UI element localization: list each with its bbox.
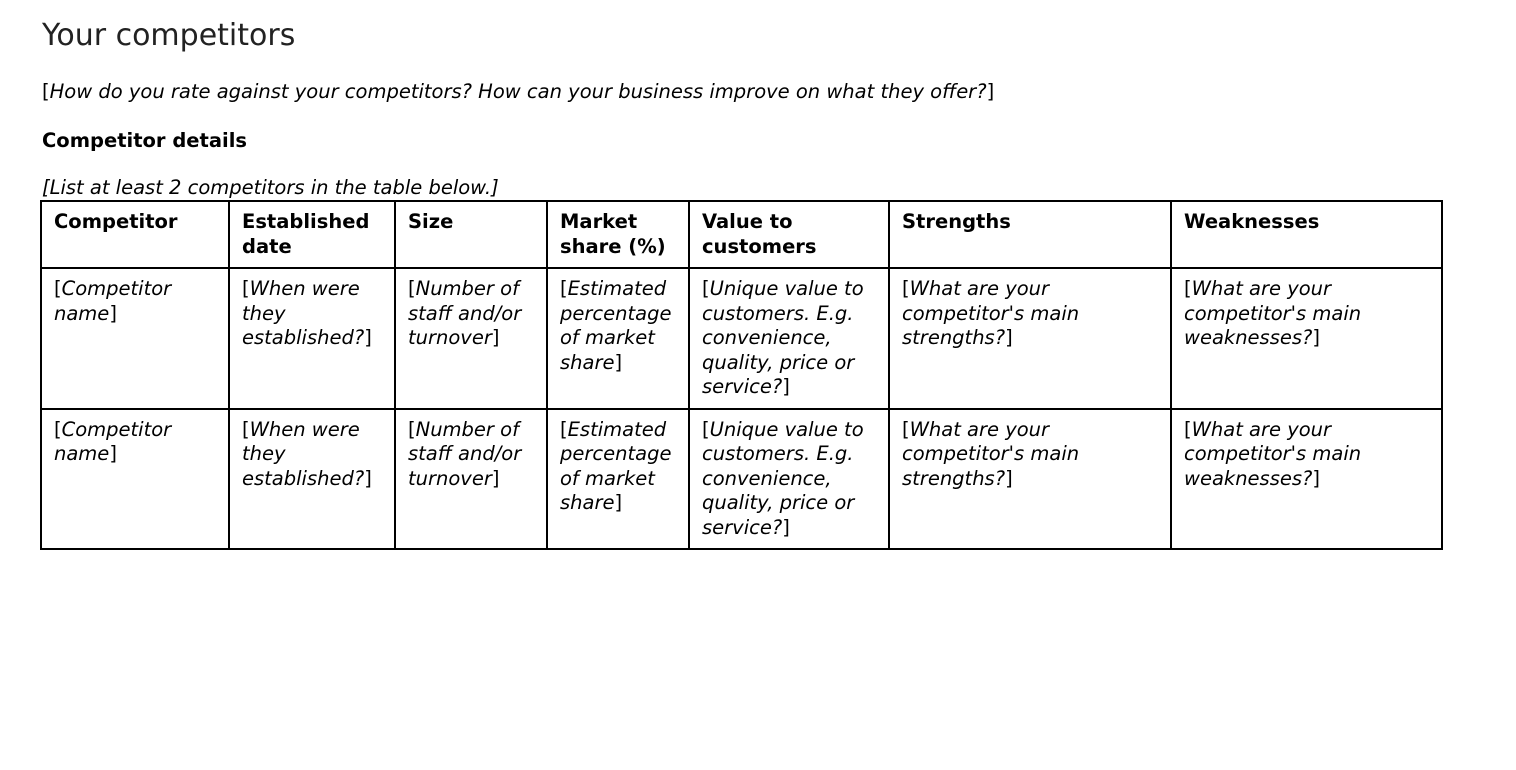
intro-text: How do you rate against your competitors? How can your business improve on what they offer?	[49, 80, 987, 103]
cell-market-share: [Estimated percentage of market share]	[547, 268, 689, 409]
page-title: Your competitors	[42, 18, 296, 53]
header-value-to-customers: Value to customers	[689, 201, 889, 268]
table-caption	[42, 176, 499, 199]
intro-open-bracket: [	[42, 80, 50, 103]
cell-established-date: [When were they established?]	[229, 409, 395, 550]
header-established-date: Established date	[229, 201, 395, 268]
table-row	[41, 268, 1442, 409]
header-size: Size	[395, 201, 547, 268]
cell-weaknesses: [What are your competitor's main weaknesses?]	[1171, 409, 1442, 550]
header-competitor: Competitor	[41, 201, 229, 268]
cell-competitor-name: [Competitor name]	[41, 268, 229, 409]
header-weaknesses: Weaknesses	[1171, 201, 1442, 268]
table-caption-text: [List at least 2 competitors in the table below.]	[42, 176, 499, 199]
header-market-share: Market share (%)	[547, 201, 689, 268]
cell-strengths: [What are your competitor's main strengths?]	[889, 268, 1171, 409]
intro-close-bracket: ]	[986, 80, 995, 103]
cell-market-share: [Estimated percentage of market share]	[547, 409, 689, 550]
cell-value-to-customers: [Unique value to customers. E.g. convenience, quality, price or service?]	[689, 409, 889, 550]
cell-weaknesses: [What are your competitor's main weaknesses?]	[1171, 268, 1442, 409]
cell-strengths: [What are your competitor's main strengths?]	[889, 409, 1171, 550]
intro-paragraph	[42, 80, 994, 103]
cell-competitor-name: [Competitor name]	[41, 409, 229, 550]
cell-value-to-customers: [Unique value to customers. E.g. convenience, quality, price or service?]	[689, 268, 889, 409]
competitor-table	[40, 200, 1443, 550]
cell-size: [Number of staff and/or turnover]	[395, 268, 547, 409]
table-header-row	[41, 201, 1442, 268]
cell-size: [Number of staff and/or turnover]	[395, 409, 547, 550]
header-strengths: Strengths	[889, 201, 1171, 268]
cell-established-date: [When were they established?]	[229, 268, 395, 409]
table-row	[41, 409, 1442, 550]
section-heading: Competitor details	[42, 129, 247, 152]
